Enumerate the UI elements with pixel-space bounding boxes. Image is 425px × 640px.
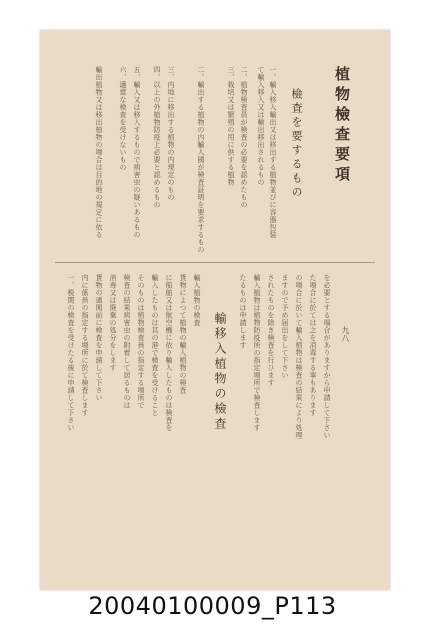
text-column: て輸入移入又は輸出移出されるもの [257,66,265,186]
text-column: 輸出植物又は移出植物の場合は目的地の規定に依る [95,66,103,239]
text-column: 輸入植物は植物防疫所の指定場所で検査します [253,274,261,432]
document-page [40,30,390,590]
text-column: 五、輸入又は移入するもので病害虫の疑いあるもの [133,66,141,239]
image-caption: 20040100009_P113 [88,592,337,620]
text-column: 消毒又は廃棄の処分をします [109,274,117,372]
text-column: そのものは植物検査員の指定する場所で [137,274,145,409]
page-number: 九八 [341,326,350,342]
text-column: されたものを除き検査を行ひます [267,274,275,387]
text-column: たるものは申請します [239,274,247,349]
text-column: 一、税関の検査を受けたる後に申請して下さい [67,274,75,432]
text-column: 六、適當な検査を受けないもの [119,66,127,171]
text-column: た場合に於ては之を消毒する事もあります [309,274,317,417]
text-column: 二、輸出する植物の内輸入國が検査証明を要求するもの [197,66,205,254]
text-column: に船舶又は航空機に依り輸入したものは検査を [165,274,173,432]
text-column: 三、栽培又は繁殖の用に供する植物 [227,66,235,186]
page-title: 植物檢查要項 [333,66,351,186]
section-divider [55,262,375,263]
text-column: 内に係員の指定する場所に於て検査します [81,274,89,417]
text-column: 一、輸入移入輸出又は移出する植物並びに容器包装 [269,66,277,239]
text-column: 貨物によつて植物の輸入植物の検査 [179,274,187,394]
text-column: ますので予め届出をして下さい [281,274,289,379]
text-column: の場合に於いて輸入植物は検査の結果により処理 [295,274,303,439]
text-column: 貨物の通関前に検査を申請して下さい [95,274,103,402]
text-column: 輸入したものは其の港で検査を受けること [151,274,159,417]
text-column: 検査の結果病害虫の附着して居るものは [123,274,131,409]
text-column: を必要とする場合がありますから申請して下さい [323,274,331,439]
section-subtitle: 檢査を要するもの [290,88,303,200]
text-column: 三、内地に移出する植物の内規定のもの [167,66,175,201]
text-column: 二、植物検査員が検査の必要を認めたもの [240,66,248,209]
section-title: 輸移入植物の檢査 [213,312,227,432]
text-column: 四、以上の外植物防疫上必要と認めるもの [153,66,161,209]
text-column: 輸入植物の検査 [193,274,201,327]
